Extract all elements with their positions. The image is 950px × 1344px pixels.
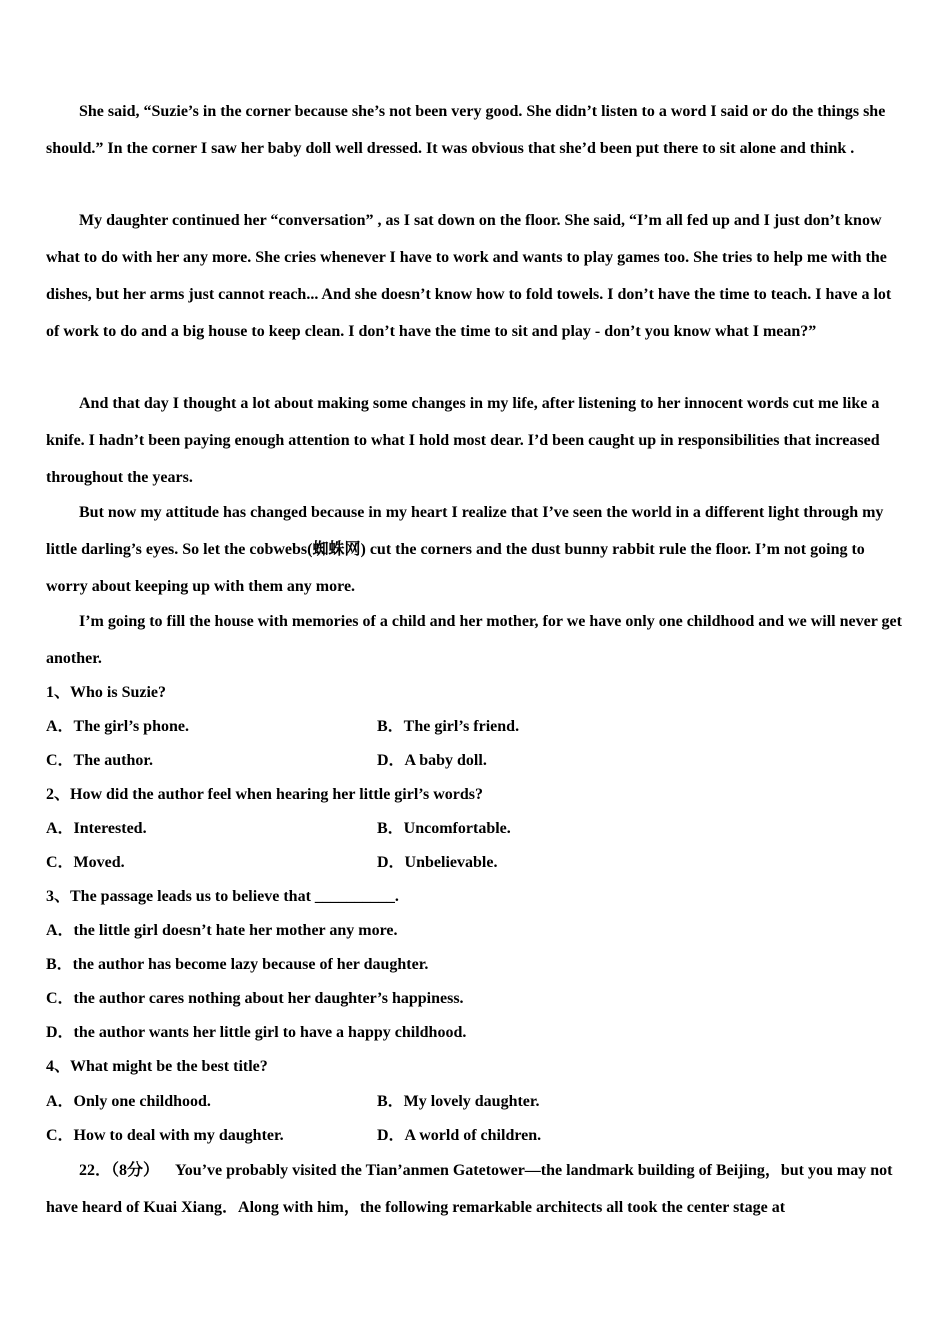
question-1-option-c[interactable]: C．The author. — [46, 752, 153, 769]
question-2-option-d[interactable]: D．Unbelievable. — [377, 854, 498, 871]
passage-paragraph-5: I’m going to fill the house with memories of a child and her mother, for we have only one childhood and we will never get another. — [46, 613, 902, 667]
section-22-text: You’ve probably visited the Tian’anmen Gatetower—the landmark building of Beijing，but you may not have heard of Kuai Xiang．Along with him，the following remarkable architects all took the center stage at — [46, 1162, 893, 1216]
passage-paragraph-3: And that day I thought a lot about making some changes in my life, after listening to her innocent words cut me like a knife. I hadn’t been paying enough attention to what I hold most dear. I’d been caught up in responsibilities that increased throughout the years. — [46, 395, 880, 486]
question-2-option-b[interactable]: B．Uncomfortable. — [377, 820, 511, 837]
section-22-paragraph — [46, 1152, 908, 1226]
question-4-option-a[interactable]: A．Only one childhood. — [46, 1093, 211, 1110]
question-4-option-c[interactable]: C．How to deal with my daughter. — [46, 1127, 284, 1144]
question-1-option-a[interactable]: A．The girl’s phone. — [46, 718, 189, 735]
question-3-option-b[interactable]: B．the author has become lazy because of her daughter. — [46, 956, 429, 973]
question-2-option-c[interactable]: C．Moved. — [46, 854, 125, 871]
question-1-stem: 1、Who is Suzie? — [46, 684, 167, 701]
passage-paragraph-1: She said, “Suzie’s in the corner because she’s not been very good. She didn’t listen to a word I said or do the things she should.” In the corner I saw her baby doll well dressed. It was obvious that she’d been put there to sit alone and think . — [46, 103, 886, 157]
question-3-option-d[interactable]: D．the author wants her little girl to have a happy childhood. — [46, 1024, 467, 1041]
question-3-option-c[interactable]: C．the author cares nothing about her daughter’s happiness. — [46, 990, 464, 1007]
question-2-stem: 2、How did the author feel when hearing her little girl’s words? — [46, 786, 484, 803]
passage-paragraph-4: But now my attitude has changed because in my heart I realize that I’ve seen the world in a different light through my little darling’s eyes. So let the cobwebs(蜘蛛网) cut the corners and the dust bunny rabbit rule the floor. I’m not going to worry about keeping up with them any more. — [46, 504, 884, 595]
section-22-number: 22．（8分） — [79, 1162, 160, 1179]
question-4-stem: 4、What might be the best title? — [46, 1058, 268, 1075]
question-3-option-a[interactable]: A．the little girl doesn’t hate her mother any more. — [46, 922, 398, 939]
question-3-stem: 3、The passage leads us to believe that __________. — [46, 888, 399, 905]
passage-paragraph-2: My daughter continued her “conversation” , as I sat down on the floor. She said, “I’m all fed up and I just don’t know what to do with her any more. She cries whenever I have to work and wants to play games too. She tries to help me with the dishes, but her arms just cannot reach... And she doesn’t know how to fold towels. I don’t have the time to teach. I have a lot of work to do and a big house to keep clean. I don’t have the time to sit and play - don’t you know what I mean?” — [46, 212, 892, 340]
question-1-option-d[interactable]: D．A baby doll. — [377, 752, 487, 769]
question-1-option-b[interactable]: B．The girl’s friend. — [377, 718, 520, 735]
question-2-option-a[interactable]: A．Interested. — [46, 820, 147, 837]
question-4-option-d[interactable]: D．A world of children. — [377, 1127, 542, 1144]
question-4-option-b[interactable]: B．My lovely daughter. — [377, 1093, 540, 1110]
